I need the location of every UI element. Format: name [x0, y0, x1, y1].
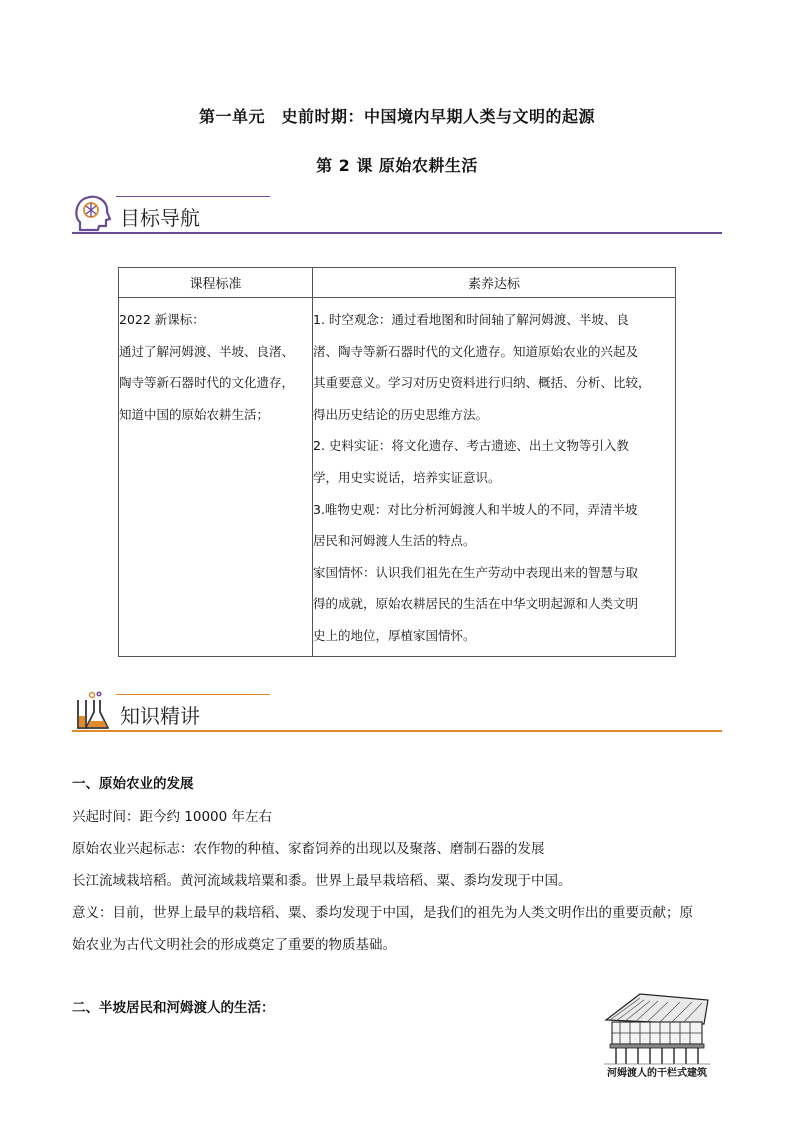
figure-caption: 河姆渡人的干栏式建筑 — [607, 1068, 707, 1079]
section-bottom-rule — [72, 730, 722, 732]
section-title: 目标导航 — [120, 206, 200, 230]
flask-icon — [72, 690, 114, 732]
literacy-cell — [313, 298, 676, 657]
cell-line: 1. 时空观念：通过看地图和时间轴了解河姆渡、半坡、良 — [313, 312, 629, 327]
cell-line: 其重要意义。学习对历史资料进行归纳、概括、分析、比较， — [313, 375, 651, 391]
col-header-standard: 课程标准 — [119, 268, 313, 298]
section-header-knowledge — [72, 690, 722, 736]
cell-line: 居民和河姆渡人生活的特点。 — [313, 533, 476, 549]
cell-line: 史上的地位，厚植家国情怀。 — [313, 627, 476, 643]
rise-time: 兴起时间：距今约 10000 年左右 — [72, 809, 273, 825]
heading-agriculture: 一、原始农业的发展 — [72, 776, 194, 792]
cell-line: 得出历史结论的历史思维方法。 — [313, 406, 489, 422]
brain-head-icon — [72, 192, 114, 234]
section-top-rule — [116, 694, 270, 695]
cell-line: 学，用史实说话，培养实证意识。 — [313, 469, 501, 485]
unit-title: 第一单元 史前时期：中国境内早期人类与文明的起源 — [198, 107, 595, 126]
cell-line: 家国情怀：认识我们祖先在生产劳动中表现出来的智慧与取 — [313, 564, 639, 580]
cell-line: 知道中国的原始农耕生活； — [119, 406, 270, 422]
section-bottom-rule — [72, 232, 722, 234]
table-row — [119, 298, 676, 657]
cell-line: 渚、陶寺等新石器时代的文化遗存。知道原始农业的兴起及 — [313, 343, 639, 359]
rise-marks: 原始农业兴起标志：农作物的种植、家畜饲养的出现以及聚落、磨制石器的发展 — [72, 841, 545, 857]
table-header-row — [119, 268, 676, 298]
meaning-line: 意义：目前，世界上最早的栽培稻、粟、黍均发现于中国，是我们的祖先为人类文明作出的重要贡献；原 — [72, 905, 693, 921]
cell-line: 得的成就，原始农耕居民的生活在中华文明起源和人类文明 — [313, 596, 639, 612]
cell-line: 通过了解河姆渡、半坡、良渚、 — [119, 343, 295, 359]
section-title: 知识精讲 — [120, 704, 200, 728]
cell-line: 陶寺等新石器时代的文化遗存， — [119, 375, 295, 391]
cell-line: 2. 史料实证：将文化遗存、考古遗迹、出土文物等引入教 — [313, 438, 629, 454]
crops-text: 长江流域栽培稻。黄河流域栽培粟和黍。世界上最早栽培稻、粟、黍均发现于中国。 — [72, 873, 572, 889]
heading-lives: 二、半坡居民和河姆渡人的生活： — [72, 1000, 275, 1016]
cell-line: 3.唯物史观：对比分析河姆渡人和半坡人的不同，弄清半坡 — [313, 501, 638, 517]
section-header-goals — [72, 192, 722, 238]
standard-cell — [119, 298, 313, 657]
section-top-rule — [116, 196, 270, 197]
lesson-title: 第 2 课 原始农耕生活 — [316, 156, 478, 175]
meaning-line: 始农业为古代文明社会的形成奠定了重要的物质基础。 — [72, 937, 396, 953]
col-header-literacy: 素养达标 — [313, 268, 676, 298]
standards-table — [118, 267, 676, 657]
cell-line: 2022 新课标： — [119, 312, 205, 327]
